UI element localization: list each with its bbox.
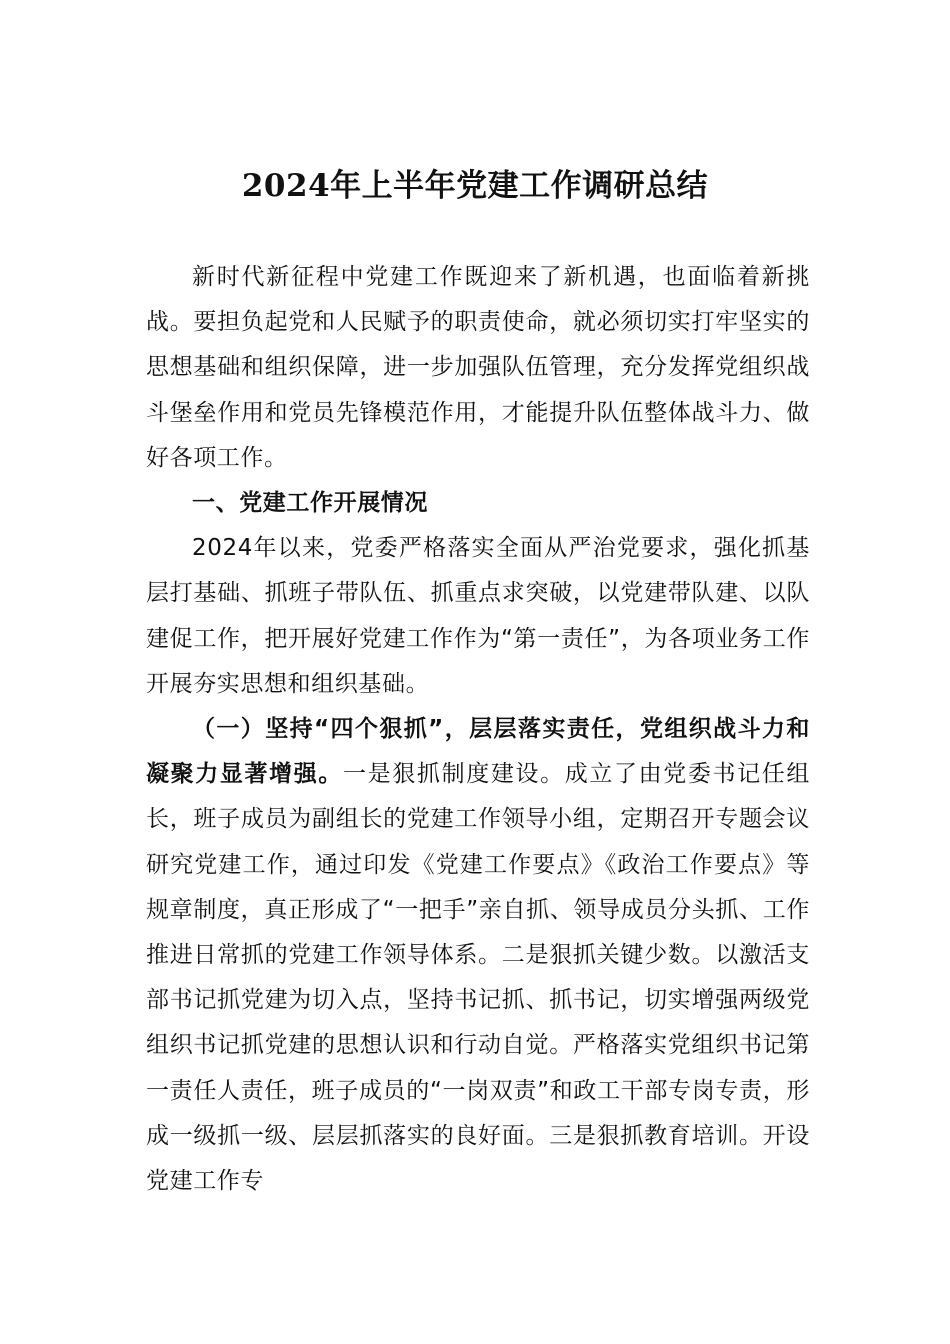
section-heading-1: 一、党建工作开展情况 — [192, 490, 428, 517]
document-body — [146, 255, 810, 1204]
subsection-1-paragraph — [146, 707, 810, 1204]
intro-paragraph: 新时代新征程中党建工作既迎来了新机遇，也面临着新挑战。要担负起党和人民赋予的职责使命，就必须切实打牢坚实的思想基础和组织保障，进一步加强队伍管理，充分发挥党组织战斗堡垒作用和党员先锋模范作用，才能提升队伍整体战斗力、做好各项工作。 — [146, 264, 810, 471]
subsection-1-heading: （一）坚持“四个狠抓”，层层落实责任，党组织战斗力和凝聚力显著增强。 — [146, 716, 810, 788]
section1-intro-paragraph: 2024年以来，党委严格落实全面从严治党要求，强化抓基层打基础、抓班子带队伍、抓重点求突破，以党建带队建、以队建促工作，把开展好党建工作作为“第一责任”，为各项业务工作开展夯实思想和组织基础。 — [146, 535, 810, 697]
document-title: 2024年上半年党建工作调研总结 — [241, 168, 709, 204]
subsection-1-body: 一是狠抓制度建设。成立了由党委书记任组长，班子成员为副组长的党建工作领导小组，定期召开专题会议研究党建工作，通过印发《党建工作要点》《政治工作要点》等规章制度，真正形成了“一把手”亲自抓、领导成员分头抓、工作推进日常抓的党建工作领导体系。二是狠抓关键少数。以激活支部书记抓党建为切入点，坚持书记抓、抓书记，切实增强两级党组织书记抓党建的思想认识和行动自觉。严格落实党组织书记第一责任人责任，班子成员的“一岗双责”和政工干部专岗专责，形成一级抓一级、层层抓落实的良好面。三是狠抓教育培训。开设党建工作专 — [146, 761, 810, 1195]
